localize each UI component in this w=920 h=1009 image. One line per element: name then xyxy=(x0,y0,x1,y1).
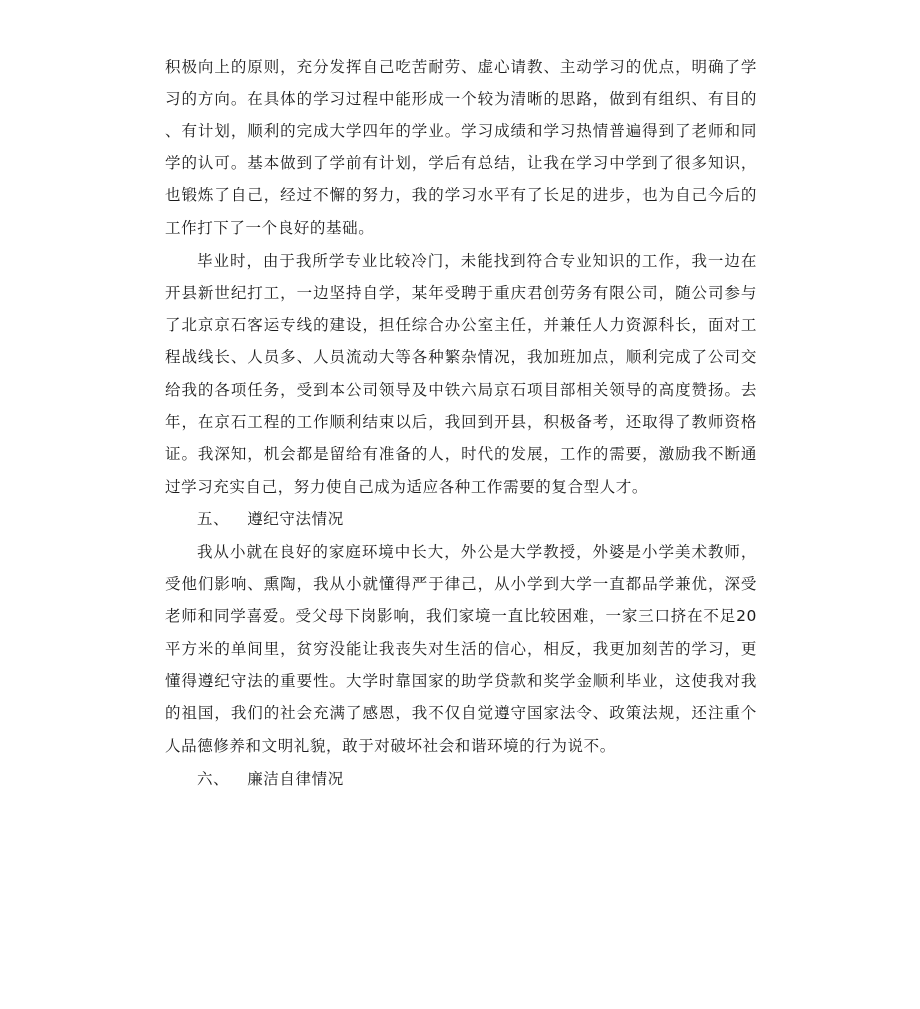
section-5-heading xyxy=(197,508,344,530)
paragraph-1-line-5: 也锻炼了自己，经过不懈的努力，我的学习水平有了长足的进步，也为自己今后的 xyxy=(165,186,757,204)
paragraph-1-line-1: 积极向上的原则，充分发挥自己吃苦耐劳、虚心请教、主动学习的优点，明确了学 xyxy=(165,58,757,76)
paragraph-2-line-8: 过学习充实自己，努力使自己成为适应各种工作需要的复合型人才。 xyxy=(165,478,649,496)
paragraph-2-line-7: 证。我深知，机会都是留给有准备的人，时代的发展，工作的需要，激励我不断通 xyxy=(165,445,757,463)
paragraph-3-line-5: 懂得遵纪守法的重要性。大学时靠国家的助学贷款和奖学金顺利毕业，这使我对我 xyxy=(165,672,757,690)
paragraph-2-line-4: 程战线长、人员多、人员流动大等各种繁杂情况，我加班加点，顺利完成了公司交 xyxy=(165,348,757,366)
paragraph-3-line-2: 受他们影响、熏陶，我从小就懂得严于律己，从小学到大学一直都品学兼优，深受 xyxy=(165,575,757,593)
paragraph-2-line-1: 毕业时，由于我所学专业比较冷门，未能找到符合专业知识的工作，我一边在 xyxy=(197,252,757,270)
paragraph-3-line-3: 老师和同学喜爱。受父母下岗影响，我们家境一直比较困难，一家三口挤在不足20 xyxy=(165,607,757,625)
paragraph-3-line-7: 人品德修养和文明礼貌，敢于对破坏社会和谐环境的行为说不。 xyxy=(165,737,616,755)
section-6-number: 六、 xyxy=(197,770,230,788)
paragraph-2-line-2: 开县新世纪打工，一边坚持自学，某年受聘于重庆君创劳务有限公司，随公司参与 xyxy=(165,284,757,302)
section-6-title: 廉洁自律情况 xyxy=(247,770,344,788)
paragraph-1-line-4: 学的认可。基本做到了学前有计划，学后有总结，让我在学习中学到了很多知识， xyxy=(165,154,757,172)
paragraph-2-line-5: 给我的各项任务，受到本公司领导及中铁六局京石项目部相关领导的高度赞扬。去 xyxy=(165,381,757,399)
paragraph-3-line-4: 平方米的单间里，贫穷没能让我丧失对生活的信心，相反，我更加刻苦的学习，更 xyxy=(165,640,757,658)
paragraph-1-line-3: 、有计划，顺利的完成大学四年的学业。学习成绩和学习热情普遍得到了老师和同 xyxy=(165,122,757,140)
section-6-heading xyxy=(197,768,344,790)
paragraph-2-line-6: 年，在京石工程的工作顺利结束以后，我回到开县，积极备考，还取得了教师资格 xyxy=(165,413,757,431)
paragraph-3-line-1: 我从小就在良好的家庭环境中长大，外公是大学教授，外婆是小学美术教师， xyxy=(197,543,757,561)
paragraph-1-line-2: 习的方向。在具体的学习过程中能形成一个较为清晰的思路，做到有组织、有目的 xyxy=(165,90,757,108)
section-5-title: 遵纪守法情况 xyxy=(247,510,344,528)
section-5-number: 五、 xyxy=(197,510,230,528)
paragraph-1-line-6: 工作打下了一个良好的基础。 xyxy=(165,219,375,237)
paragraph-3-line-6: 的祖国，我们的社会充满了感恩，我不仅自觉遵守国家法令、政策法规，还注重个 xyxy=(165,704,757,722)
paragraph-2-line-3: 了北京京石客运专线的建设，担任综合办公室主任，并兼任人力资源科长，面对工 xyxy=(165,316,757,334)
